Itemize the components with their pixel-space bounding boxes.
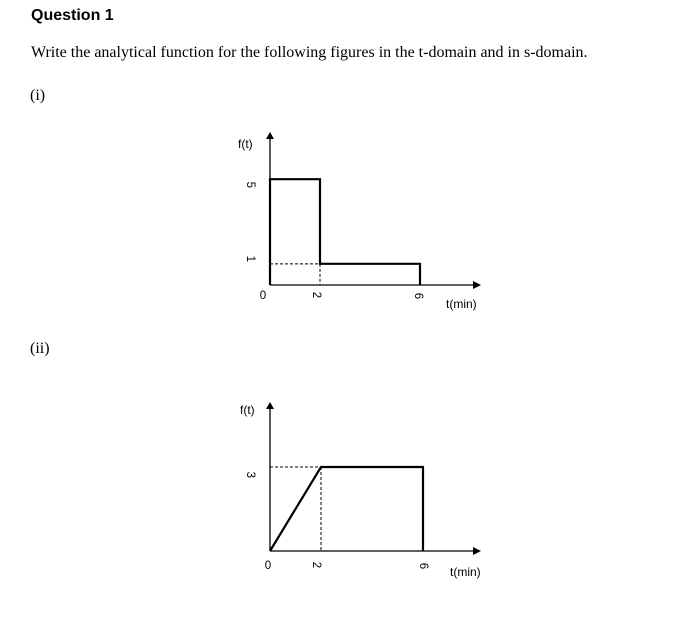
x-tick-label: 2 — [310, 561, 322, 569]
series-line — [270, 179, 420, 285]
x-axis-title: t(min) — [446, 297, 477, 311]
x-axis-title: t(min) — [450, 565, 481, 579]
x-tick-label: 2 — [310, 291, 322, 299]
x-tick-label: 0 — [259, 290, 267, 302]
question-prompt: Write the analytical function for the following figures in the t-domain and in s-domain. — [31, 44, 588, 61]
figure-i-step-plot — [0, 120, 698, 320]
series-line — [270, 467, 423, 551]
y-tick-label: 1 — [244, 255, 256, 262]
x-axis-arrowhead — [473, 547, 481, 555]
y-axis-title: f(t) — [240, 403, 255, 417]
y-tick-label: 5 — [244, 181, 256, 188]
question-heading: Question 1 — [31, 7, 114, 24]
y-axis-title: f(t) — [238, 137, 253, 151]
x-tick-label: 6 — [412, 292, 424, 300]
x-tick-label: 0 — [264, 560, 272, 572]
y-tick-label: 3 — [244, 471, 256, 478]
x-axis-arrowhead — [473, 281, 481, 289]
figure-ii-ramp-plot — [0, 390, 698, 590]
part-label-ii: (ii) — [30, 340, 50, 357]
x-tick-label: 6 — [417, 562, 429, 570]
y-axis-arrowhead — [266, 132, 274, 139]
y-axis-arrowhead — [266, 402, 274, 409]
part-label-i: (i) — [30, 87, 46, 104]
